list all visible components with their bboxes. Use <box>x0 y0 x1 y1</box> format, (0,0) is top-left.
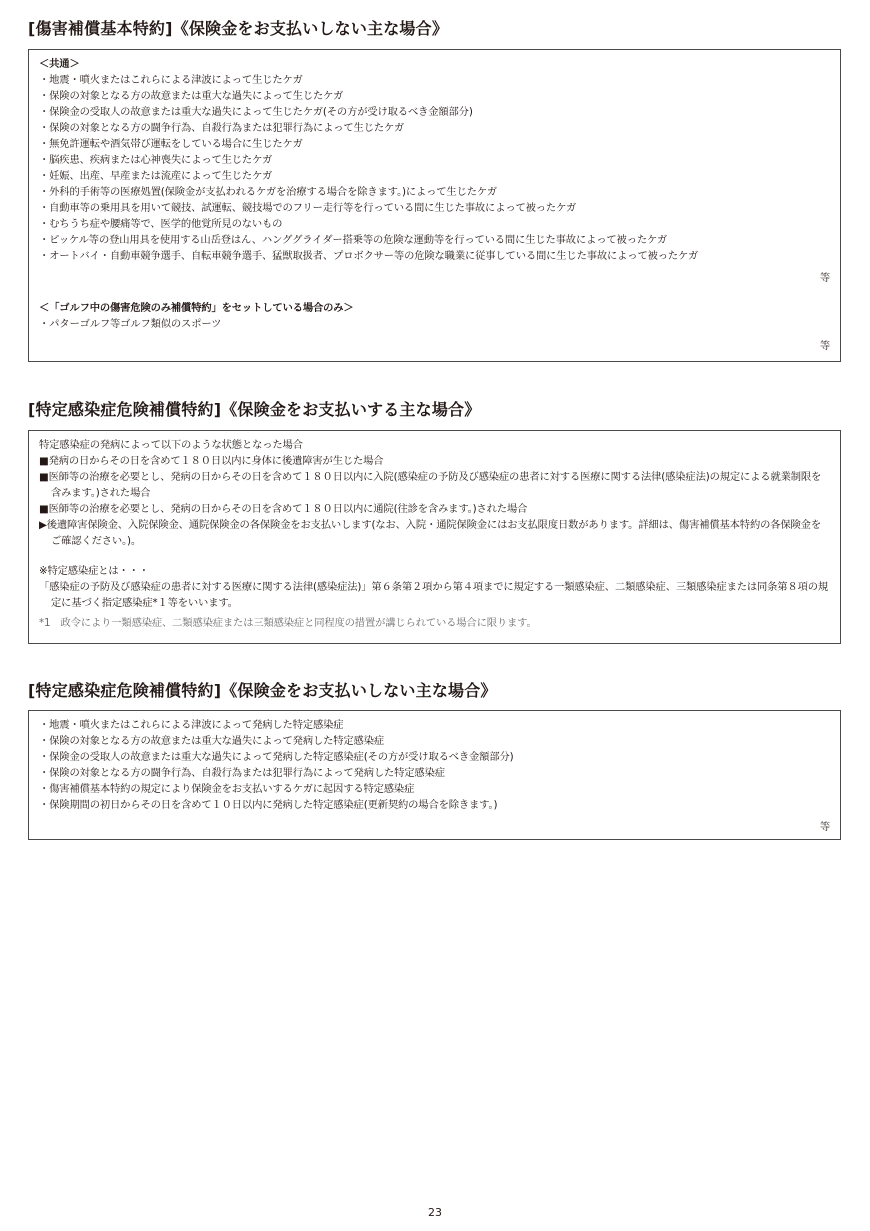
list-item: ■医師等の治療を必要とし、発病の日からその日を含めて１８０日以内に通院(往診を含みます。)された場合 <box>39 503 528 515</box>
list-item: ・無免許運転や酒気帯び運転をしている場合に生じたケガ <box>39 138 303 150</box>
infection-exclusions-box <box>28 710 841 840</box>
golf-exclusion-list <box>39 316 830 332</box>
list-item: ・妊娠、出産、早産または流産によって生じたケガ <box>39 170 273 182</box>
list-item: ・傷害補償基本特約の規定により保険金をお支払いするケガに起因する特定感染症 <box>39 783 415 795</box>
list-item: ・保険の対象となる方の闘争行為、自殺行為または犯罪行為によって発病した特定感染症 <box>39 767 445 779</box>
common-heading: ＜共通＞ <box>39 58 80 70</box>
section-title-infection-exclusions: [特定感染症危険補償特約]《保険金をお支払いしない主な場合》 <box>28 681 497 700</box>
footnote: *1 政令により一類感染症、二類感染症または三類感染症と同程度の措置が講じられている場合に限ります。 <box>39 617 537 629</box>
list-item: ・保険金の受取人の故意または重大な過失によって発病した特定感染症(その方が受け取るべき金額部分) <box>39 751 514 763</box>
injury-exclusion-list <box>39 72 830 264</box>
etc-label: 等 <box>819 272 830 284</box>
list-item: ・ピッケル等の登山用具を使用する山岳登はん、ハンググライダー搭乗等の危険な運動等を行っている間に生じた事故によって被ったケガ <box>39 234 668 246</box>
section-title-injury-exclusions: [傷害補償基本特約]《保険金をお支払いしない主な場合》 <box>28 19 449 38</box>
list-item: ・保険の対象となる方の故意または重大な過失によって発病した特定感染症 <box>39 735 384 747</box>
page-number: 23 <box>428 1206 442 1219</box>
list-item: ・保険の対象となる方の故意または重大な過失によって生じたケガ <box>39 90 344 102</box>
infection-exclusion-list <box>39 717 830 813</box>
list-item: ・保険期間の初日からその日を含めて１０日以内に発病した特定感染症(更新契約の場合を除きます。) <box>39 799 498 811</box>
list-item: ・外科的手術等の医療処置(保険金が支払われるケガを治療する場合を除きます。)によって生じたケガ <box>39 186 497 198</box>
list-item: ・オートバイ・自動車競争選手、自転車競争選手、猛獣取扱者、プロボクサー等の危険な職業に従事している間に生じた事故によって被ったケガ <box>39 250 699 262</box>
definition-text: 「感染症の予防及び感染症の患者に対する医療に関する法律(感染症法)」第６条第２項から第４項までに規定する一類感染症、二類感染症、三類感染症または同条第８項の規定に基づく指定感染症*１等をいいます。 <box>39 581 829 609</box>
infection-payments-box <box>28 430 841 644</box>
list-item: ■医師等の治療を必要とし、発病の日からその日を含めて１８０日以内に入院(感染症の予防及び感染症の患者に対する医療に関する法律(感染症法)の規定による就業制限を含みます。)された場合 <box>39 471 822 499</box>
section-title-infection-payments: [特定感染症危険補償特約]《保険金をお支払いする主な場合》 <box>28 400 481 419</box>
list-item: ・保険金の受取人の故意または重大な過失によって生じたケガ(その方が受け取るべき金額部分) <box>39 106 473 118</box>
list-item: ▶後遺障害保険金、入院保険金、通院保険金の各保険金をお支払いします(なお、入院・通院保険金にはお支払限度日数があります。詳細は、傷害補償基本特約の各保険金をご確認ください。)。 <box>39 519 821 547</box>
definition-heading: ※特定感染症とは・・・ <box>39 565 149 577</box>
list-item: ・パターゴルフ等ゴルフ類似のスポーツ <box>39 318 222 330</box>
etc-label: 等 <box>819 821 830 833</box>
injury-exclusions-box <box>28 49 841 362</box>
list-item: ・保険の対象となる方の闘争行為、自殺行為または犯罪行為によって生じたケガ <box>39 122 405 134</box>
list-item: ・むちうち症や腰痛等で、医学的他覚所見のないもの <box>39 218 283 230</box>
list-item: ・地震・噴火またはこれらによる津波によって発病した特定感染症 <box>39 719 344 731</box>
list-item: ・自動車等の乗用具を用いて競技、試運転、競技場でのフリー走行等を行っている間に生じた事故によって被ったケガ <box>39 202 577 214</box>
list-item: ・地震・噴火またはこれらによる津波によって生じたケガ <box>39 74 303 86</box>
infection-intro: 特定感染症の発病によって以下のような状態となった場合 <box>39 439 303 451</box>
infection-payment-list <box>39 453 830 549</box>
list-item: ■発病の日からその日を含めて１８０日以内に身体に後遺障害が生じた場合 <box>39 455 384 467</box>
etc-label: 等 <box>819 340 830 352</box>
list-item: ・脳疾患、疾病または心神喪失によって生じたケガ <box>39 154 273 166</box>
golf-special-heading: ＜「ゴルフ中の傷害危険のみ補償特約」をセットしている場合のみ＞ <box>39 302 354 314</box>
